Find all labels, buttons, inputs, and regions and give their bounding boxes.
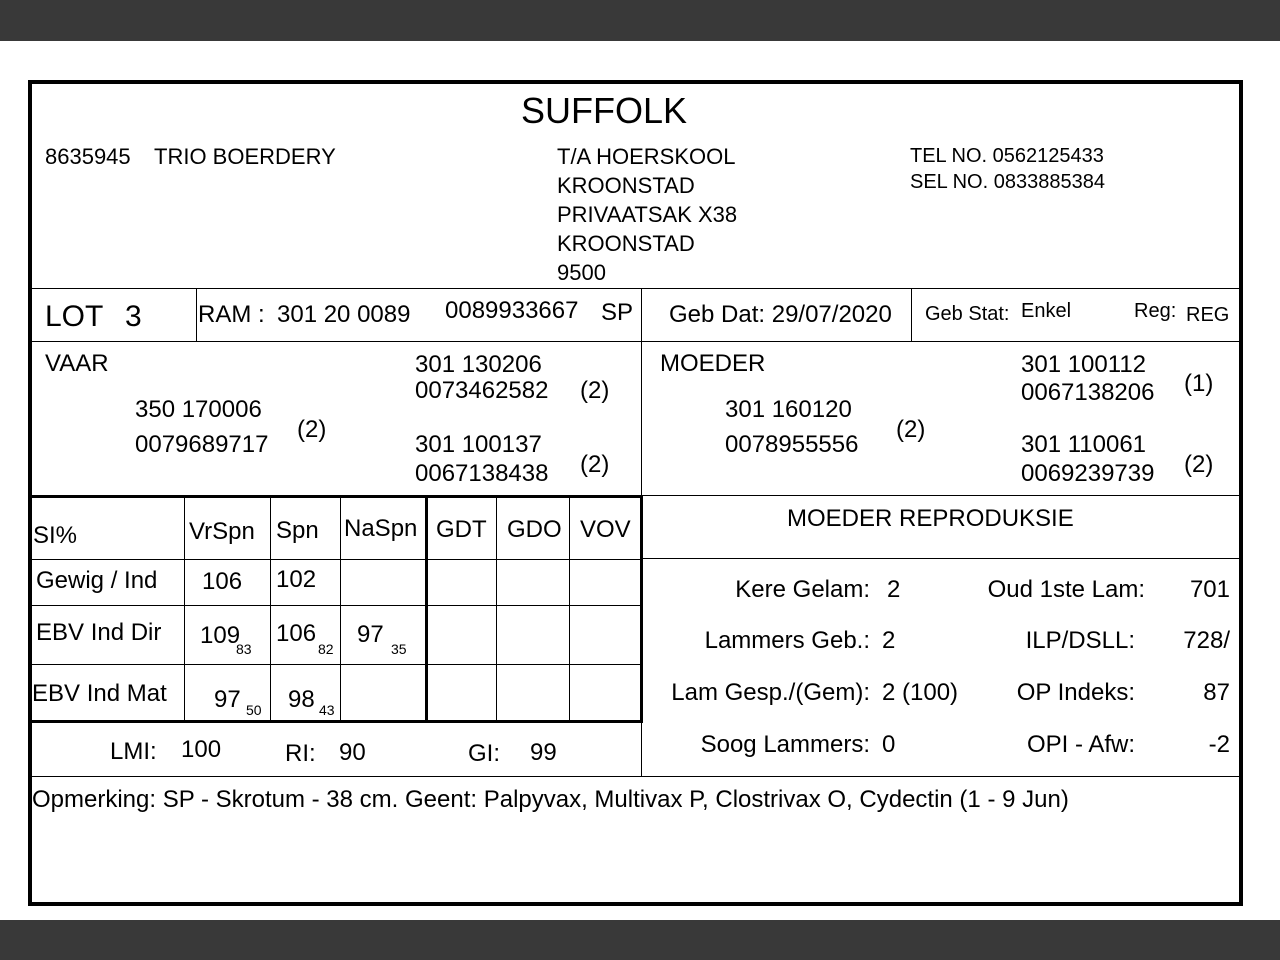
lot-number: 3: [125, 300, 142, 333]
dir-naspn: 97: [357, 621, 384, 648]
mat-vrspn-accuracy: 50: [246, 702, 262, 718]
moeder-dam-number: 0069239739: [1021, 460, 1155, 487]
lam-gesp-label: Lam Gesp./(Gem):: [671, 679, 870, 706]
row-label-ebv-dir: EBV Ind Dir: [36, 619, 162, 646]
sel-number: SEL NO. 0833885384: [910, 171, 1105, 193]
vaar-number: 0079689717: [135, 431, 269, 458]
geb-stat-label: Geb Stat:: [925, 303, 1010, 325]
dir-naspn-accuracy: 35: [391, 641, 407, 657]
vaar-label: VAAR: [45, 350, 109, 377]
moeder-sire-count: (1): [1184, 370, 1214, 397]
column-header: GDO: [507, 516, 562, 543]
owner-id: 8635945: [45, 144, 131, 169]
moeder-number: 0078955556: [725, 431, 859, 458]
moeder-dam-count: (2): [1184, 451, 1214, 478]
kere-gelam-value: 2: [887, 576, 901, 603]
reg-label: Reg:: [1134, 300, 1177, 322]
address-line: PRIVAATSAK X38: [557, 202, 738, 227]
op-indeks-value: 87: [1203, 679, 1230, 706]
vaar-dam-id: 301 100137: [415, 431, 542, 458]
column-header: VOV: [580, 516, 631, 543]
mat-vrspn: 97: [214, 686, 241, 713]
vaar-id: 350 170006: [135, 396, 262, 423]
kere-gelam-label: Kere Gelam:: [735, 576, 870, 603]
remark-text: Opmerking: SP - Skrotum - 38 cm. Geent: Palpyvax, Multivax P, Clostrivax O, Cydectin (1 - 9 Jun): [32, 786, 1069, 813]
lot-label: LOT: [45, 300, 104, 333]
column-header: GDT: [436, 516, 487, 543]
opi-afw-label: OPI - Afw:: [1026, 731, 1135, 758]
gewig-vrspn: 106: [202, 568, 243, 595]
moeder-count: (2): [896, 416, 926, 443]
moeder-sire-number: 0067138206: [1021, 379, 1155, 406]
gi-label: GI:: [468, 740, 501, 767]
birth-date: Geb Dat: 29/07/2020: [669, 301, 892, 328]
mat-spn-accuracy: 43: [319, 702, 335, 718]
soog-lammers-label: Soog Lammers:: [700, 731, 870, 758]
vaar-dam-count: (2): [580, 451, 610, 478]
repro-title: MOEDER REPRODUKSIE: [787, 505, 1074, 532]
row-label-gewig: Gewig / Ind: [36, 567, 158, 594]
address-line: KROONSTAD: [557, 173, 695, 198]
ram-id: 301 20 0089: [277, 301, 411, 328]
vaar-sire-number: 0073462582: [415, 377, 549, 404]
dir-vrspn-accuracy: 83: [236, 641, 252, 657]
oud-1ste-lam-label: Oud 1ste Lam:: [987, 576, 1145, 603]
column-header: NaSpn: [344, 515, 418, 542]
moeder-label: MOEDER: [660, 350, 766, 377]
bottom-dark-band: [0, 920, 1280, 960]
moeder-id: 301 160120: [725, 396, 852, 423]
vaar-sire-id: 301 130206: [415, 351, 542, 378]
lammers-geb-value: 2: [882, 627, 896, 654]
soog-lammers-value: 0: [882, 731, 896, 758]
vaar-dam-number: 0067138438: [415, 460, 549, 487]
ram-reg-number: 0089933667: [445, 297, 579, 324]
ilp-dsll-label: ILP/DSLL:: [1025, 627, 1135, 654]
ilp-dsll-value: 728/: [1183, 627, 1230, 654]
moeder-dam-id: 301 110061: [1021, 431, 1147, 458]
moeder-sire-id: 301 100112: [1021, 351, 1147, 378]
lmi-label: LMI:: [110, 738, 157, 765]
vaar-count: (2): [297, 416, 327, 443]
column-header: Spn: [276, 517, 319, 544]
top-dark-band: [0, 0, 1280, 41]
lmi-value: 100: [181, 736, 222, 763]
column-header: VrSpn: [189, 518, 255, 545]
address-line: 9500: [557, 260, 606, 285]
reg-value: REG: [1186, 304, 1230, 326]
ram-code: SP: [601, 299, 634, 326]
breed-title: SUFFOLK: [520, 90, 688, 131]
geb-stat-value: Enkel: [1021, 300, 1072, 322]
address-line: KROONSTAD: [557, 231, 695, 256]
dir-spn-accuracy: 82: [318, 641, 334, 657]
ram-label: RAM :: [198, 301, 265, 328]
oud-1ste-lam-value: 701: [1189, 576, 1230, 603]
dir-vrspn: 109: [200, 622, 241, 649]
address-line: T/A HOERSKOOL: [557, 144, 736, 169]
column-header: SI%: [33, 522, 78, 549]
lammers-geb-label: Lammers Geb.:: [704, 627, 870, 654]
ri-label: RI:: [285, 740, 316, 767]
op-indeks-label: OP Indeks:: [1016, 679, 1135, 706]
ri-value: 90: [339, 739, 366, 766]
row-label-ebv-mat: EBV Ind Mat: [32, 680, 167, 707]
vaar-sire-count: (2): [580, 377, 610, 404]
owner-name: TRIO BOERDERY: [154, 144, 336, 169]
gi-value: 99: [530, 739, 557, 766]
tel-number: TEL NO. 0562125433: [910, 145, 1104, 167]
dir-spn: 106: [276, 620, 317, 647]
gewig-spn: 102: [276, 566, 317, 593]
opi-afw-value: -2: [1208, 731, 1230, 758]
mat-spn: 98: [288, 686, 315, 713]
lam-gesp-value: 2 (100): [882, 679, 959, 706]
